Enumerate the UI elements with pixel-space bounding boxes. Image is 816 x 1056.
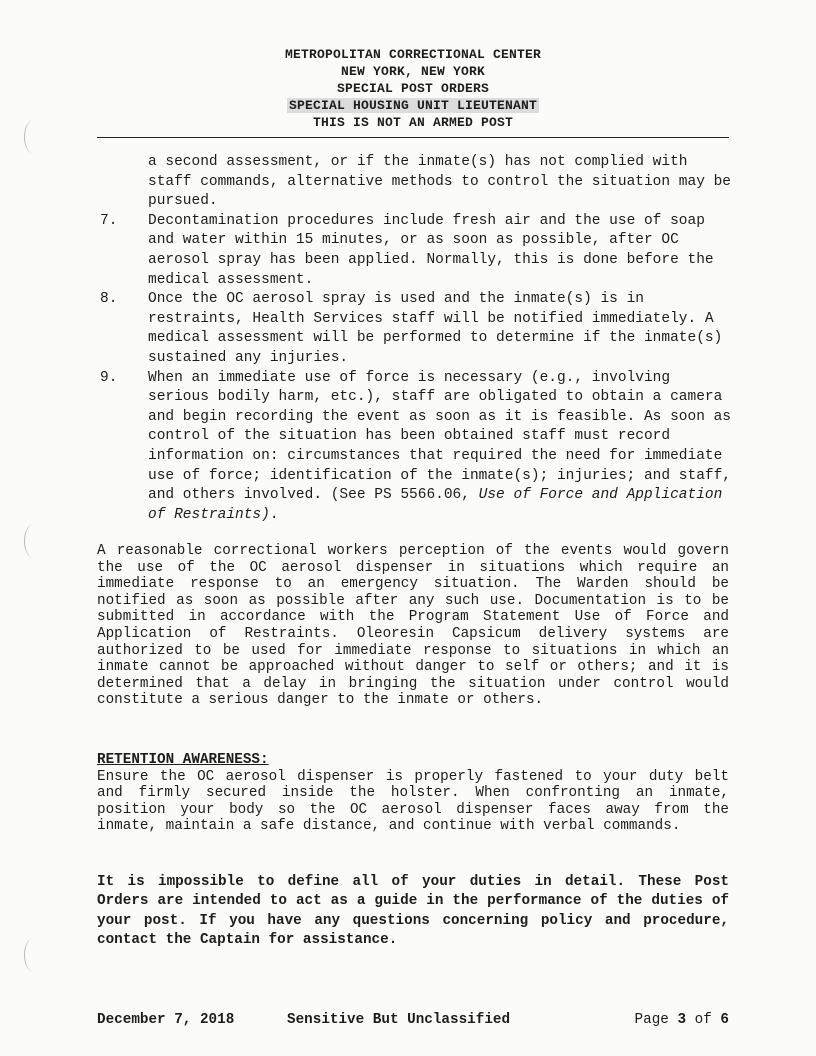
- item-text: Once the OC aerosol spray is used and the inmate(s) is in restraints, Health Services staff will be notified immediately. A medical assessment will be performed to determine if the inmate(s) sustained any injuries.: [148, 291, 723, 366]
- of-label: of: [694, 1012, 712, 1028]
- page-indicator: [635, 1012, 729, 1028]
- section-text: Ensure the OC aerosol dispenser is properly fastened to your duty belt and firmly secured inside the holster. When confronting an inmate, position your body so the OC aerosol dispenser faces away from the inmate, maintain a safe distance, and continue with verbal commands.: [97, 768, 729, 835]
- section-heading: RETENTION AWARENESS:: [97, 752, 269, 768]
- body-paragraph: A reasonable correctional workers perception of the events would govern the use of the OC aerosol dispenser in situations which require an immediate response to an emergency situation. The Warden should be notified as soon as possible after any such use. Documentation is to be submitted in accordance with the Program Statement Use of Force and Application of Restraints. Oleoresin Capsicum delivery systems are authorized to be used for immediate response to situations in which an inmate cannot be approached without danger to self or others; and it is determined that a delay in bringing the situation under control would constitute a serious danger to the inmate or others.: [97, 543, 729, 709]
- list-continuation: a second assessment, or if the inmate(s) has not complied with staff commands, alternative methods to control the situation may be pursued.: [148, 154, 731, 210]
- policy-reference: Use of Force and Application of Restraints): [148, 487, 723, 523]
- punch-hole-mark: [24, 524, 43, 558]
- header-post-title: SPECIAL HOUSING UNIT LIEUTENANT: [288, 98, 538, 113]
- list-item: [100, 369, 732, 526]
- header-divider: [97, 137, 729, 138]
- punch-hole-mark: [24, 120, 43, 154]
- numbered-list: [100, 153, 732, 525]
- header-institution: METROPOLITAN CORRECTIONAL CENTER: [284, 47, 542, 62]
- page-label: Page: [634, 1012, 669, 1028]
- page-number: 3: [677, 1012, 687, 1028]
- closing-statement: It is impossible to define all of your duties in detail. These Post Orders are intended to act as a guide in the performance of the duties of your post. If you have any questions concerning policy and procedure, contact the Captain for assistance.: [97, 874, 729, 949]
- list-item: [100, 212, 732, 290]
- header-location: NEW YORK, NEW YORK: [340, 64, 486, 79]
- page-total: 6: [720, 1012, 729, 1028]
- item-text: Decontamination procedures include fresh air and the use of soap and water within 15 minutes, or as soon as possible, after OC aerosol spray has been applied. Normally, this is done before the medical assessment.: [148, 212, 714, 288]
- item-text-wrapper: [148, 369, 732, 526]
- document-header: [97, 46, 729, 131]
- list-item: [100, 290, 732, 368]
- item-number: 7.: [100, 212, 118, 229]
- item-text: When an immediate use of force is necessary (e.g., involving serious bodily harm, etc.), staff are obligated to obtain a camera and begin recording the event as soon as it is feasible. As soon as control of the situation has been obtained staff must record information on: circumstances that required the need for immediate use of force; identification of the inmate(s); injuries; and staff, and others involved. (See PS 5566.06,: [148, 369, 731, 504]
- footer-date: December 7, 2018: [97, 1012, 235, 1028]
- item-number: 8.: [100, 291, 118, 308]
- footer-classification: Sensitive But Unclassified: [287, 1012, 511, 1028]
- retention-section: [97, 752, 729, 835]
- header-armed-status: THIS IS NOT AN ARMED POST: [312, 115, 514, 130]
- item-end-punct: .: [269, 506, 279, 523]
- punch-hole-mark: [24, 938, 43, 972]
- header-doc-type: SPECIAL POST ORDERS: [336, 81, 490, 96]
- item-number: 9.: [100, 369, 118, 386]
